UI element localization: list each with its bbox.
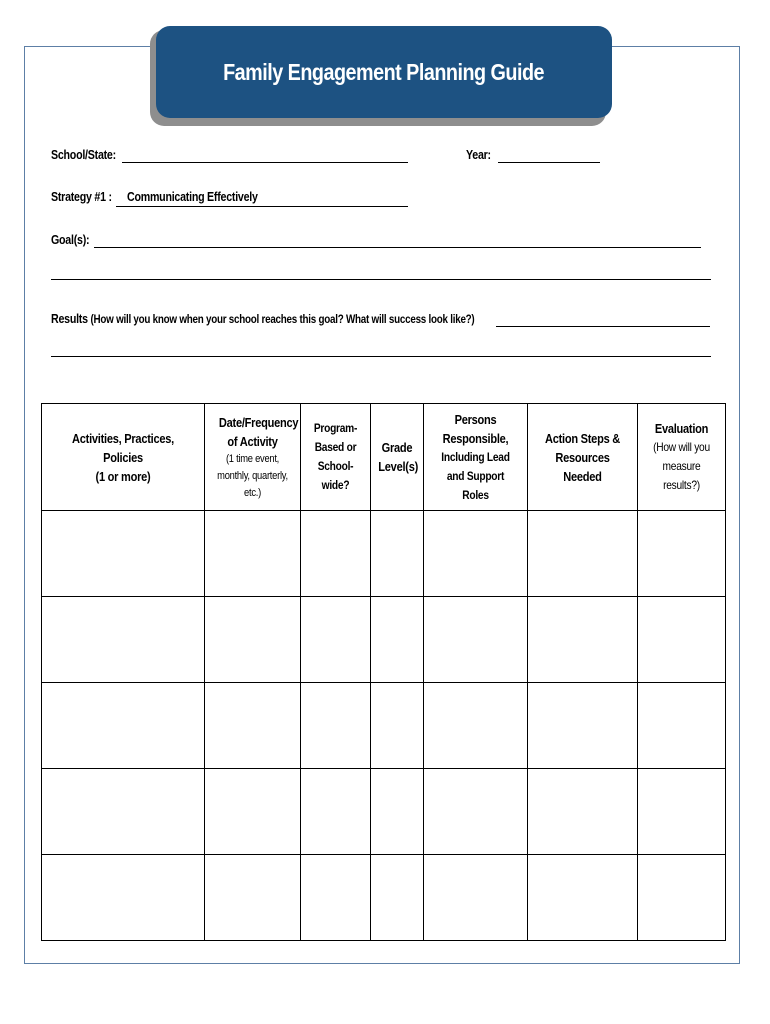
results-label-row (51, 311, 474, 326)
table-row (42, 511, 726, 597)
table-cell[interactable] (371, 683, 424, 769)
header-program (301, 404, 371, 511)
planning-table (41, 403, 726, 941)
header-date (205, 404, 301, 511)
header-evaluation (638, 404, 726, 511)
table-cell[interactable] (424, 597, 528, 683)
header-persons (424, 404, 528, 511)
table-cell[interactable] (42, 855, 205, 941)
results-label: Results (51, 311, 88, 326)
table-cell[interactable] (371, 855, 424, 941)
header-grade-label: Grade Level(s) (378, 440, 419, 474)
table-cell[interactable] (42, 511, 205, 597)
table-cell[interactable] (205, 683, 301, 769)
table-cell[interactable] (42, 683, 205, 769)
header-action-label: Action Steps & Resources Needed (544, 430, 621, 484)
header-action (528, 404, 638, 511)
table-row (42, 683, 726, 769)
header-persons-sub: Including Lead and Support Roles (441, 449, 510, 502)
header-activities-sub: (1 or more) (95, 468, 151, 484)
table-cell[interactable] (528, 511, 638, 597)
table-row (42, 769, 726, 855)
results-prompt: (How will you know when your school reaches this goal? What will success look like?) (90, 312, 475, 326)
table-cell[interactable] (638, 855, 726, 941)
table-cell[interactable] (205, 597, 301, 683)
table-row (42, 597, 726, 683)
table-cell[interactable] (528, 855, 638, 941)
header-date-label: Date/Frequency of Activity (218, 414, 299, 449)
table-cell[interactable] (424, 511, 528, 597)
table-cell[interactable] (528, 597, 638, 683)
table-cell[interactable] (371, 511, 424, 597)
results-field-continued[interactable] (51, 356, 711, 357)
goals-field[interactable] (94, 247, 701, 248)
table-cell[interactable] (638, 597, 726, 683)
table-cell[interactable] (205, 511, 301, 597)
table-cell[interactable] (528, 683, 638, 769)
header-activities (42, 404, 205, 511)
table-cell[interactable] (424, 769, 528, 855)
strategy-label: Strategy #1 : (51, 189, 112, 204)
table-cell[interactable] (301, 855, 371, 941)
table-cell[interactable] (638, 511, 726, 597)
table-cell[interactable] (638, 769, 726, 855)
strategy-value: Communicating Effectively (127, 189, 258, 204)
table-cell[interactable] (424, 683, 528, 769)
table-cell[interactable] (42, 597, 205, 683)
page-title: Family Engagement Planning Guide (223, 58, 545, 85)
school-state-field[interactable] (122, 162, 408, 163)
table-cell[interactable] (424, 855, 528, 941)
table-header-row (42, 404, 726, 511)
table-cell[interactable] (371, 769, 424, 855)
header-evaluation-label: Evaluation (654, 421, 709, 436)
table-cell[interactable] (301, 597, 371, 683)
header-evaluation-sub: (How will you measure results?) (653, 440, 710, 492)
table-cell[interactable] (371, 597, 424, 683)
goals-field-continued[interactable] (51, 279, 711, 280)
header-program-label: Program-Based or School-wide? (313, 421, 358, 492)
goals-label: Goal(s): (51, 232, 90, 247)
results-field[interactable] (496, 326, 710, 327)
table-cell[interactable] (42, 769, 205, 855)
header-grade (371, 404, 424, 511)
table-cell[interactable] (528, 769, 638, 855)
table-cell[interactable] (205, 855, 301, 941)
table-cell[interactable] (205, 769, 301, 855)
title-banner (156, 26, 612, 118)
strategy-field[interactable] (116, 206, 408, 207)
year-field[interactable] (498, 162, 600, 163)
school-state-label: School/State: (51, 147, 116, 162)
table-row (42, 855, 726, 941)
header-date-sub: (1 time event, monthly, quarterly, etc.) (217, 452, 288, 499)
table-cell[interactable] (301, 511, 371, 597)
table-cell[interactable] (301, 683, 371, 769)
header-activities-label: Activities, Practices, Policies (72, 430, 174, 465)
table-cell[interactable] (638, 683, 726, 769)
table-cell[interactable] (301, 769, 371, 855)
year-label: Year: (466, 147, 491, 162)
header-persons-label: Persons Responsible, (442, 411, 509, 446)
